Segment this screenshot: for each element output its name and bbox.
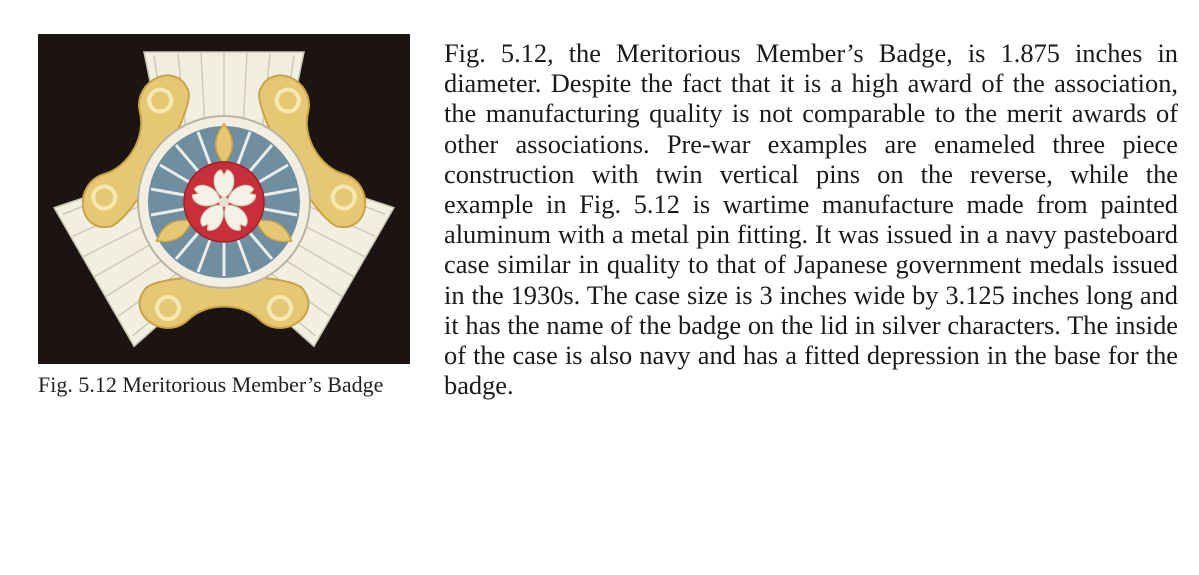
body-paragraph: Fig. 5.12, the Meritorious Member’s Badge, is 1.875 inches in diameter. Despite the fact that it is a high award of the association, the manufacturing quality is not comparable to the merit awards of other associations. Pre-war examples are enameled three piece construction with twin vertical pins on the reverse, while the example in Fig. 5.12 is wartime manufacture made from painted aluminum with a metal pin fitting. It was issued in a navy pasteboard case similar in quality to that of Japanese government medals issued in the 1930s. The case size is 3 inches wide by 3.125 inches long and it has the name of the badge on the lid in silver characters. The inside of the case is also navy and has a fitted depression in the base for the badge.: [444, 38, 1178, 401]
figure-caption: Fig. 5.12 Meritorious Member’s Badge: [38, 372, 384, 397]
badge-center-disc: [138, 116, 310, 288]
badge-illustration: [38, 34, 410, 364]
badge-photo: [38, 34, 410, 364]
